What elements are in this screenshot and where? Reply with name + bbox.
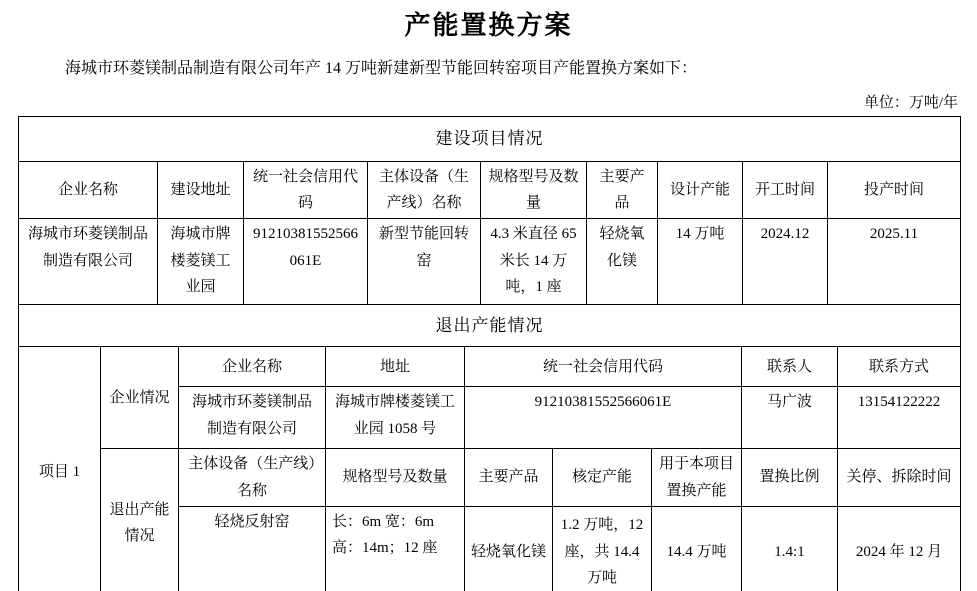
header-shutdown-time: 关停、拆除时间 [838, 449, 961, 507]
header-exit-main-product: 主要产品 [465, 449, 553, 507]
cell-contact-person: 马广波 [742, 387, 838, 449]
cell-replacement-capacity: 14.4 万吨 [652, 506, 742, 591]
header-exit-spec-quantity: 规格型号及数量 [326, 449, 465, 507]
cell-contact-method: 13154122222 [838, 387, 961, 449]
construction-data-row [19, 219, 961, 305]
cell-exit-main-product: 轻烧氧化镁 [465, 506, 553, 591]
cell-exit-credit-code: 91210381552566061E [465, 387, 742, 449]
construction-header-row [19, 161, 961, 219]
header-credit-code: 统一社会信用代码 [244, 161, 368, 219]
header-production-date: 投产时间 [828, 161, 961, 219]
header-exit-equipment-name: 主体设备（生产线）名称 [179, 449, 326, 507]
construction-table [18, 116, 961, 306]
exit-section-row [19, 305, 961, 347]
construction-section-title: 建设项目情况 [19, 116, 961, 161]
intro-paragraph: 海城市环菱镁制品制造有限公司年产 14 万吨新建新型节能回转窑项目产能置换方案如下： [65, 60, 698, 77]
cell-equipment-name: 新型节能回转窑 [368, 219, 481, 305]
cell-production-date: 2025.11 [828, 219, 961, 305]
header-exit-enterprise-name: 企业名称 [179, 347, 326, 387]
cell-exit-spec-quantity: 长：6m 宽：6m 高：14m；12 座 [326, 506, 465, 591]
header-replacement-capacity: 用于本项目置换产能 [652, 449, 742, 507]
cell-main-product: 轻烧氧化镁 [587, 219, 658, 305]
exit-capacity-header-row [19, 449, 961, 507]
header-contact-person: 联系人 [742, 347, 838, 387]
cell-exit-equipment-name: 轻烧反射窑 [179, 506, 326, 591]
cell-credit-code: 91210381552566061E [244, 219, 368, 305]
cell-spec-quantity: 4.3 米直径 65 米长 14 万吨，1 座 [481, 219, 587, 305]
exit-capacity-label: 退出产能情况 [101, 449, 179, 591]
construction-section-row [19, 116, 961, 161]
cell-start-date: 2024.12 [743, 219, 828, 305]
header-replacement-ratio: 置换比例 [742, 449, 838, 507]
header-main-product: 主要产品 [587, 161, 658, 219]
enterprise-info-label: 企业情况 [101, 347, 179, 449]
cell-replacement-ratio: 1.4:1 [742, 506, 838, 591]
header-enterprise-name: 企业名称 [19, 161, 158, 219]
header-start-date: 开工时间 [743, 161, 828, 219]
header-exit-credit-code: 统一社会信用代码 [465, 347, 742, 387]
exit-table [18, 304, 961, 591]
header-construction-address: 建设地址 [158, 161, 244, 219]
header-design-capacity: 设计产能 [658, 161, 743, 219]
cell-exit-address: 海城市牌楼菱镁工业园 1058 号 [326, 387, 465, 449]
header-contact-method: 联系方式 [838, 347, 961, 387]
header-exit-address: 地址 [326, 347, 465, 387]
cell-design-capacity: 14 万吨 [658, 219, 743, 305]
cell-construction-address: 海城市牌楼菱镁工业园 [158, 219, 244, 305]
doc-title: 产能置换方案 [404, 10, 573, 40]
header-approved-capacity: 核定产能 [553, 449, 652, 507]
cell-approved-capacity: 1.2 万吨，12 座，共 14.4 万吨 [553, 506, 652, 591]
header-equipment-name: 主体设备（生产线）名称 [368, 161, 481, 219]
cell-shutdown-time: 2024 年 12 月 [838, 506, 961, 591]
header-spec-quantity: 规格型号及数量 [481, 161, 587, 219]
cell-enterprise-name: 海城市环菱镁制品制造有限公司 [19, 219, 158, 305]
project-label: 项目 1 [19, 347, 101, 591]
unit-note: 单位：万吨/年 [863, 94, 958, 111]
exit-section-title: 退出产能情况 [19, 305, 961, 347]
exit-enterprise-header-row [19, 347, 961, 387]
cell-exit-enterprise-name: 海城市环菱镁制品制造有限公司 [179, 387, 326, 449]
